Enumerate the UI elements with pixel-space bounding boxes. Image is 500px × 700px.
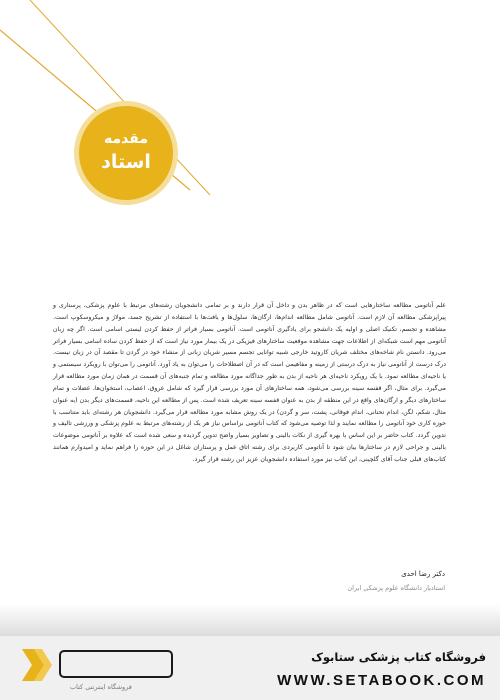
preface-body-text: علم آناتومی مطالعه ساختارهایی است که در ظاهر بدن و داخل آن قرار دارند و بر تمامی دانشجویان رشته‌های مرتبط با علوم پزشکی، پرستاری و پیراپزشکی مطالعه آن لازم است. آناتومی شامل مطالعه اندام‌ها، ارگان‌ها، سلول‌ها و بافت‌ها با استفاده از تشریح جسد، مولاژ و میکروسکوپ است. مشاهده و تجسم، تکنیک اصلی و اولیه یک دانشجو برای یادگیری آناتومی است. آناتومی بسیار فراتر از حفظ کردن لیستی اسامی است. اگر چه زبان آناتومی مهم است شبکه‌ای از اطلاعات جهت مشاهده موقعیت ساختارهای فیزیکی در یک بیمار مورد نیاز است که از حفظ کردن ساده اسامی بسیار فراتر می‌رود. دانستن نام شاخه‌های مختلف شریان کاروتید خارجی شبیه توانایی تجسم مسیر شریان زبانی از منشاء خود در گردن تا مقصد آن در زبان نیست. درک درست از آناتومی نیاز به درک درستی از زمینه و مفاهیمی است که در آن اصطلاحات را می‌توان به یاد آورد. آناتومی را می‌توان با رویکرد سیستمی و یا ناحیه‌ای مطالعه نمود. با یک رویکرد ناحیه‌ای هر ناحیه از بدن به طور جداگانه مورد مطالعه و تمام جنبه‌های آن قسمت در همان زمان مورد مطالعه قرار می‌گیرد. برای مثال، اگر قفسه سینه بررسی می‌شود، همه ساختارهای آن مورد بررسی قرار گیرد که شامل عروق، اعصاب، استخوان‌ها، عضلات و تمام ساختارهای دیگر و ارگان‌های واقع در این منطقه از بدن به عنوان قفسه سینه تعریف شده است. پس از مطالعه این ناحیه، قسمت‌های دیگر بدن (به عنوان مثال، شکم، لگن، اندام تحتانی، اندام فوقانی، پشت، سر و گردن) در یک روش مشابه مورد مطالعه قرار می‌گیرد. دانشجویان هر رشته‌ای باید متناسب با حوزه کاری خود آناتومی را مطالعه نمایند و لذا توصیه می‌شود که کتاب آناتومی براساس نیاز هر یک از رشته‌های مرتبط به علوم پزشکی و ورزشی تالیف و تدوین گردد. کتاب حاضر بر این اساس با بهره گیری از نکات بالینی و تصاویر بسیار واضح تدوین گردیده و سعی شده است که علاوه بر آناتومی موضوعات بالینی و جراحی لازم در ساختارها بیان شود تا آناتومی کاربردی برای رشته اتاق عمل و پرستاران شاغل در این حوزه را فراهم نماید و امیدوارم همانند کتاب‌های قبلی جناب آقای گلچینی، این کتاب نیز مورد استفاده دانشجویان عزیز این رشته قرار گیرد.: [53, 302, 446, 463]
badge-title-line2: استاد: [101, 151, 151, 173]
author-name: دکتر رضا احدی: [401, 570, 445, 578]
badge-title-line1: مقدمه: [104, 131, 148, 147]
page-shadow: [0, 604, 500, 636]
store-name: فروشگاه کتاب پزشکی ستابوک: [311, 650, 486, 664]
store-url-link[interactable]: WWW.SETABOOK.COM: [277, 672, 486, 689]
logo-subtitle: فروشگاه اینترنتی کتاب: [70, 683, 132, 691]
author-affiliation: استادیار دانشگاه علوم پزشکی ایران: [347, 584, 445, 592]
